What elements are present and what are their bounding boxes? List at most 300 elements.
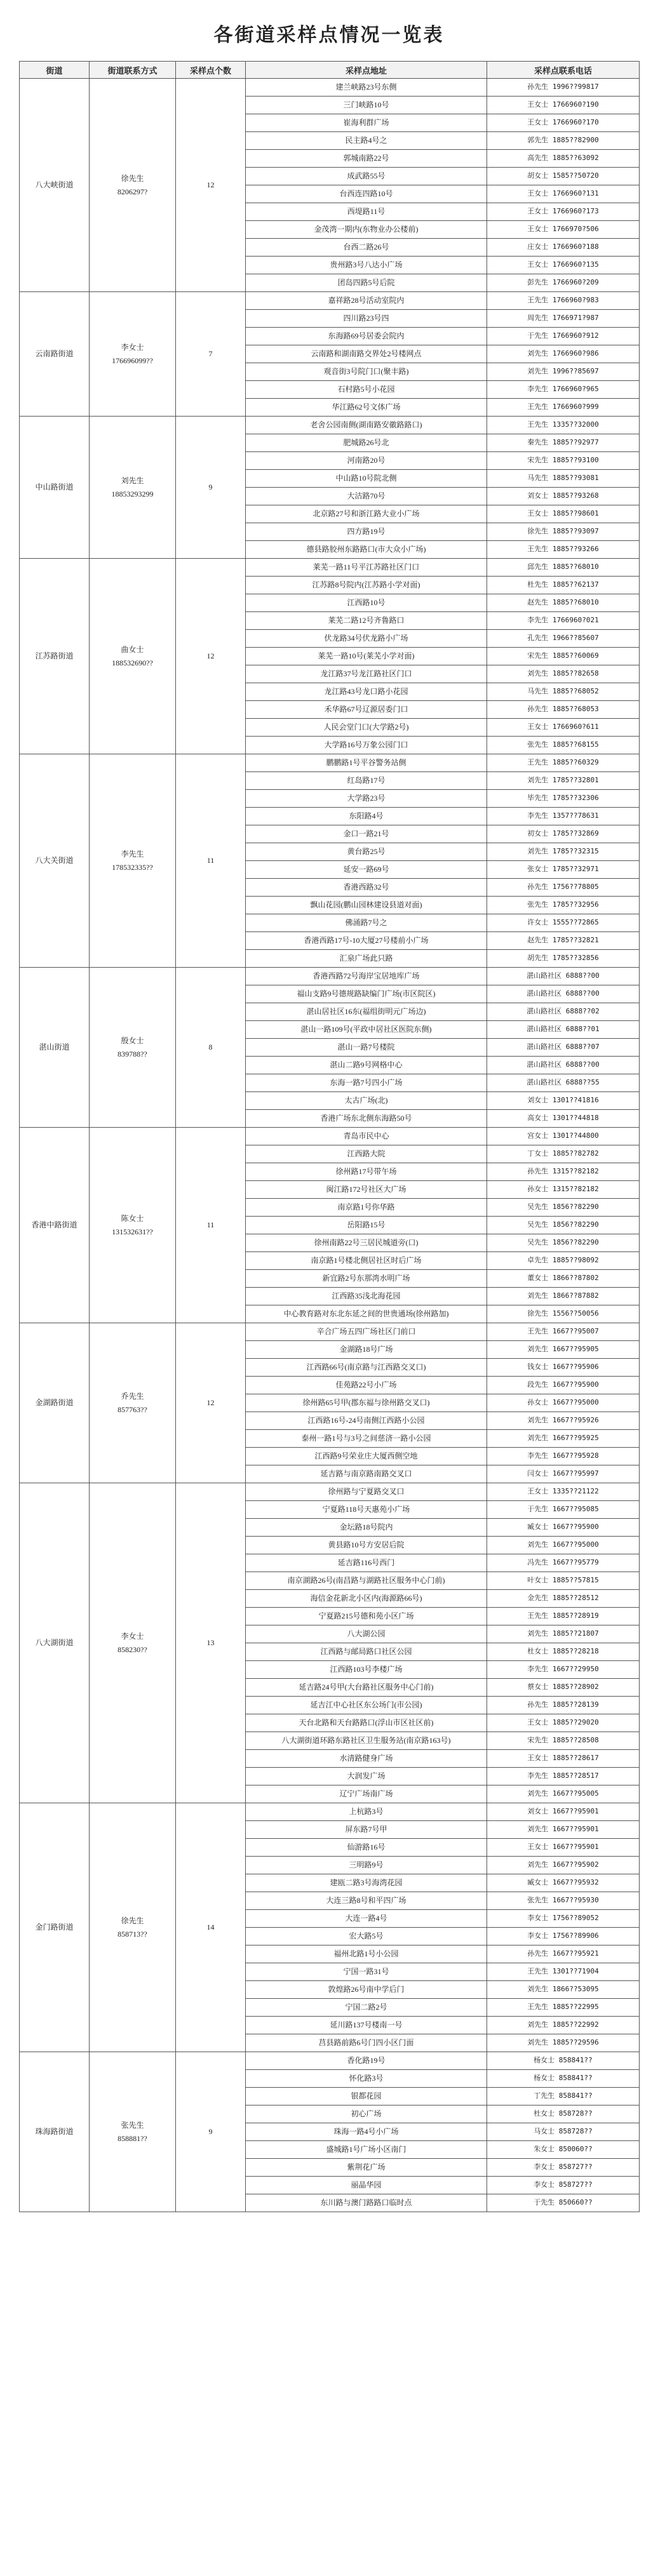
contact-phone: 858230?? (117, 1645, 147, 1654)
sampling-address: 青岛市民中心 (246, 1128, 487, 1145)
sampling-address: 福州北路1号小公园 (246, 1945, 487, 1963)
sampling-contact: 宋先生 1885??28508 (487, 1732, 640, 1750)
sampling-address: 建兰峡路23号东侧 (246, 79, 487, 97)
sampling-address: 水清路健身广场 (246, 1750, 487, 1768)
sample-count: 8 (176, 968, 246, 1128)
sampling-contact: 孙先生 1315??82182 (487, 1163, 640, 1181)
sampling-contact: 王先生 1335??32000 (487, 417, 640, 434)
street-contact (90, 754, 176, 968)
sampling-contact: 马先生 1885??68052 (487, 683, 640, 701)
contact-name: 乔先生 (121, 1392, 144, 1401)
sampling-address: 徐州南路22号三居民城道旁(口) (246, 1234, 487, 1252)
sampling-address: 观音街3号院门口(聚丰路) (246, 363, 487, 381)
sampling-address: 大沽路70号 (246, 488, 487, 505)
table-row (20, 2052, 640, 2070)
sampling-contact: 徐先生 1556??50056 (487, 1305, 640, 1323)
sampling-contact: 胡先生 1785??32856 (487, 950, 640, 968)
sampling-contact: 孙先生 1885??68053 (487, 701, 640, 719)
sampling-contact: 刘先生 1785??32801 (487, 772, 640, 790)
sampling-contact: 刘先生 1667??95905 (487, 1341, 640, 1359)
sampling-address: 闽江路172号社区大广场 (246, 1181, 487, 1199)
sampling-contact: 宋先生 1885??93100 (487, 452, 640, 470)
sampling-address: 金茂湾一期内(东物业办公楼前) (246, 221, 487, 239)
sample-count: 12 (176, 559, 246, 754)
sample-count: 7 (176, 292, 246, 417)
sampling-contact: 杜女士 858728?? (487, 2106, 640, 2123)
sampling-contact: 湛山路社区 6888??07 (487, 1039, 640, 1057)
street-name: 云南路街道 (20, 292, 90, 417)
sampling-address: 江苏路8号院内(江苏路小学对面) (246, 577, 487, 594)
street-contact (90, 292, 176, 417)
contact-name: 李女士 (121, 343, 144, 352)
sampling-contact: 刘先生 1667??95925 (487, 1430, 640, 1448)
contact-name: 徐先生 (121, 174, 144, 184)
street-name: 中山路街道 (20, 417, 90, 559)
sampling-address: 大润发广场 (246, 1768, 487, 1785)
table-row (20, 1483, 640, 1501)
sampling-address: 飘山花园(鹏山园林建设县道对面) (246, 897, 487, 914)
sampling-contact: 钱女士 1667??95906 (487, 1359, 640, 1377)
sampling-address: 延吉江中心社区东公场门(市公园) (246, 1697, 487, 1714)
sample-count: 11 (176, 754, 246, 968)
sampling-address: 红岛路17号 (246, 772, 487, 790)
sampling-address: 莱芜二路12号齐鲁路口 (246, 612, 487, 630)
sampling-contact: 许女士 1555??72865 (487, 914, 640, 932)
header-street: 街道 (20, 62, 90, 79)
sampling-address: 海信金花新北小区内(海源路66号) (246, 1590, 487, 1608)
sampling-address: 怀化路3号 (246, 2070, 487, 2088)
sampling-address: 宏大路5号 (246, 1928, 487, 1945)
sampling-address: 香港西路32号 (246, 879, 487, 897)
sampling-contact: 宫女士 1301??44800 (487, 1128, 640, 1145)
sampling-contact: 刘先生 1667??95000 (487, 1537, 640, 1554)
sampling-contact: 王先生 1766960?983 (487, 292, 640, 310)
sampling-contact: 高先生 1885??63092 (487, 150, 640, 168)
sampling-address: 嘉祥路28号活动室院内 (246, 292, 487, 310)
sampling-contact: 李女士 858727?? (487, 2177, 640, 2194)
sampling-contact: 李女士 1756??89052 (487, 1910, 640, 1928)
table-row (20, 1128, 640, 1145)
sampling-contact: 于先生 1766960?912 (487, 328, 640, 345)
sampling-address: 黄台路25号 (246, 843, 487, 861)
sampling-contact: 彭先生 1766960?209 (487, 274, 640, 292)
sampling-address: 屏东路7号甲 (246, 1821, 487, 1839)
sampling-address: 东海一路7号四小广场 (246, 1074, 487, 1092)
sampling-address: 云南路和湖南路交界处2号楼网点 (246, 345, 487, 363)
sampling-address: 崔海利群广场 (246, 114, 487, 132)
sampling-table (19, 61, 640, 2212)
sampling-contact: 于先生 1667??95085 (487, 1501, 640, 1519)
street-name: 八大湖街道 (20, 1483, 90, 1803)
sampling-contact: 孙先生 1756??78805 (487, 879, 640, 897)
sampling-contact: 王先生 1301??71904 (487, 1963, 640, 1981)
sampling-contact: 于先生 850660?? (487, 2194, 640, 2212)
sampling-contact: 卓先生 1885??98092 (487, 1252, 640, 1270)
contact-phone: 857763?? (117, 1405, 147, 1414)
sampling-contact: 王女士 1885??28617 (487, 1750, 640, 1768)
sampling-address: 丽晶华园 (246, 2177, 487, 2194)
sampling-address: 延吉路与南京路南路交叉口 (246, 1465, 487, 1483)
contact-name: 刘先生 (121, 476, 144, 486)
sampling-address: 湛山一路7号楼院 (246, 1039, 487, 1057)
sampling-contact: 徐先生 1885??93097 (487, 523, 640, 541)
sampling-address: 银都花园 (246, 2088, 487, 2106)
sampling-contact: 马女士 858728?? (487, 2123, 640, 2141)
contact-phone: 8206297? (117, 187, 148, 196)
sampling-contact: 初女士 1785??32869 (487, 825, 640, 843)
sampling-address: 肥城路26号北 (246, 434, 487, 452)
sampling-contact: 蔡女士 1885??28902 (487, 1679, 640, 1697)
sampling-contact: 王女士 1766960?190 (487, 97, 640, 114)
sampling-address: 宁夏路118号天惠苑小广场 (246, 1501, 487, 1519)
contact-name: 殷女士 (121, 1036, 144, 1046)
street-contact (90, 1128, 176, 1323)
contact-phone: 18853293299 (111, 489, 154, 498)
sampling-address: 河南路20号 (246, 452, 487, 470)
street-contact (90, 1323, 176, 1483)
sampling-address: 金坛路18号院内 (246, 1519, 487, 1537)
sampling-contact: 李先生 1667??29950 (487, 1661, 640, 1679)
sampling-contact: 孙先生 1667??95921 (487, 1945, 640, 1963)
sampling-contact: 金先生 1885??28512 (487, 1590, 640, 1608)
sampling-contact: 张先生 1667??95930 (487, 1892, 640, 1910)
header-count: 采样点个数 (176, 62, 246, 79)
sampling-contact: 吴先生 1856??82290 (487, 1217, 640, 1234)
sampling-contact: 王女士 1885??98601 (487, 505, 640, 523)
sampling-contact: 宋先生 1885??60069 (487, 648, 640, 665)
sampling-contact: 湛山路社区 6888??01 (487, 1021, 640, 1039)
sampling-contact: 湛山路社区 6888??00 (487, 1057, 640, 1074)
sampling-address: 宁国二路2号 (246, 1999, 487, 2017)
contact-phone: 188532690?? (112, 658, 153, 667)
contact-name: 李女士 (121, 1632, 144, 1641)
sampling-address: 北京路27号和浙江路大业小广场 (246, 505, 487, 523)
contact-name: 李先生 (121, 850, 144, 859)
sampling-address: 民主路4号之 (246, 132, 487, 150)
sampling-contact: 王先生 1885??93266 (487, 541, 640, 559)
table-row (20, 417, 640, 434)
sampling-address: 大连一路4号 (246, 1910, 487, 1928)
sampling-address: 江西路与邮局路口社区公园 (246, 1643, 487, 1661)
street-contact (90, 968, 176, 1128)
sampling-address: 佳苑路22号小广场 (246, 1377, 487, 1394)
sampling-address: 徐州路65号甲(郡东福与徐州路交叉口) (246, 1394, 487, 1412)
sampling-contact: 马先生 1885??93081 (487, 470, 640, 488)
sampling-contact: 胡女士 1585??50720 (487, 168, 640, 185)
sampling-contact: 王女士 1885??29020 (487, 1714, 640, 1732)
sampling-contact: 庄女士 1766960?188 (487, 239, 640, 257)
sampling-address: 大连三路8号和平四广场 (246, 1892, 487, 1910)
sampling-address: 徐州路与宁夏路交叉口 (246, 1483, 487, 1501)
sampling-contact: 刘先生 1996??85697 (487, 363, 640, 381)
street-name: 金门路街道 (20, 1803, 90, 2052)
sampling-address: 三门峡路10号 (246, 97, 487, 114)
sampling-contact: 张女士 1785??32971 (487, 861, 640, 879)
sampling-address: 西堤路11号 (246, 203, 487, 221)
sampling-address: 八大湖公园 (246, 1625, 487, 1643)
sampling-contact: 刘先生 1667??95926 (487, 1412, 640, 1430)
sampling-address: 禾华路67号辽源居委门口 (246, 701, 487, 719)
sampling-contact: 刘先生 1766960?986 (487, 345, 640, 363)
sampling-contact: 朱女士 850060?? (487, 2141, 640, 2159)
sampling-address: 建瓯二路3号海湾花园 (246, 1874, 487, 1892)
contact-phone: 858881?? (117, 2133, 147, 2143)
sampling-address: 江西路9号荣业庄大厦西侧空地 (246, 1448, 487, 1465)
contact-phone: 839788?? (117, 1049, 147, 1058)
sampling-contact: 赵先生 1785??32821 (487, 932, 640, 950)
sampling-contact: 冯先生 1667??95779 (487, 1554, 640, 1572)
sampling-address: 上杭路3号 (246, 1803, 487, 1821)
sampling-contact: 刘先生 1785??32315 (487, 843, 640, 861)
contact-phone: 176696099?? (112, 356, 153, 365)
sampling-address: 莒县路前路6号门四小区门面 (246, 2034, 487, 2052)
sampling-contact: 张先生 1785??32956 (487, 897, 640, 914)
sampling-address: 四方路19号 (246, 523, 487, 541)
sample-count: 12 (176, 1323, 246, 1483)
table-row (20, 754, 640, 772)
sampling-address: 江西路大院 (246, 1145, 487, 1163)
sampling-contact: 王女士 1335??21122 (487, 1483, 640, 1501)
sampling-contact: 叶女士 1885??57815 (487, 1572, 640, 1590)
sampling-contact: 吴先生 1856??82290 (487, 1199, 640, 1217)
sampling-contact: 张先生 1885??68155 (487, 737, 640, 754)
sampling-address: 台西连四路10号 (246, 185, 487, 203)
sampling-address: 香港西路17号-10大厦27号楼前小广场 (246, 932, 487, 950)
sampling-contact: 孙女士 1667??95000 (487, 1394, 640, 1412)
sampling-address: 南京路1号你华路 (246, 1199, 487, 1217)
sampling-contact: 王先生 1667??95007 (487, 1323, 640, 1341)
sampling-contact: 刘先生 1866??87882 (487, 1288, 640, 1305)
sampling-contact: 王女士 1667??95901 (487, 1839, 640, 1857)
sampling-address: 台西二路26号 (246, 239, 487, 257)
sampling-address: 天台北路和天台路路口(浮山市区社区前) (246, 1714, 487, 1732)
sampling-contact: 刘女士 1885??93268 (487, 488, 640, 505)
sampling-address: 莱芜一路10号(莱芜小学对面) (246, 648, 487, 665)
sampling-contact: 刘先生 1667??95901 (487, 1821, 640, 1839)
street-name: 香港中路街道 (20, 1128, 90, 1323)
table-row (20, 968, 640, 985)
sample-count: 11 (176, 1128, 246, 1323)
table-row (20, 79, 640, 97)
sampling-address: 中山路10号院北侧 (246, 470, 487, 488)
street-name: 八大峡街道 (20, 79, 90, 292)
sampling-address: 湛山二路9号网格中心 (246, 1057, 487, 1074)
sampling-address: 南京湖路26号(南昌路与湖路社区服务中心门前) (246, 1572, 487, 1590)
sampling-contact: 秦先生 1885??92977 (487, 434, 640, 452)
sampling-contact: 刘先生 1885??82658 (487, 665, 640, 683)
sampling-contact: 刘先生 1667??95005 (487, 1785, 640, 1803)
sampling-address: 大学路23号 (246, 790, 487, 808)
sampling-contact: 高女士 1301??44818 (487, 1110, 640, 1128)
street-contact (90, 417, 176, 559)
contact-phone: 131532631?? (112, 1227, 153, 1236)
sampling-address: 南京路1号楼北侧居社区时后广场 (246, 1252, 487, 1270)
table-row (20, 1323, 640, 1341)
sampling-address: 珠海一路4号小广场 (246, 2123, 487, 2141)
sampling-contact: 丁女士 1885??82782 (487, 1145, 640, 1163)
sampling-contact: 孔先生 1966??85607 (487, 630, 640, 648)
contact-name: 徐先生 (121, 1916, 144, 1926)
header-row (20, 62, 640, 79)
sampling-contact: 孙先生 1996??99817 (487, 79, 640, 97)
sampling-address: 中心教育路对东北东延之间的世贵通场(徐州路加) (246, 1305, 487, 1323)
street-name: 湛山街道 (20, 968, 90, 1128)
sampling-address: 紫荆花广场 (246, 2159, 487, 2177)
sampling-contact: 郭先生 1885??82900 (487, 132, 640, 150)
sampling-address: 汇泉广场此只路 (246, 950, 487, 968)
sampling-address: 延安一路69号 (246, 861, 487, 879)
sampling-contact: 湛山路社区 6888??55 (487, 1074, 640, 1092)
sampling-contact: 李先生 1766960?965 (487, 381, 640, 399)
sampling-address: 敦煌路26号南中学后门 (246, 1981, 487, 1999)
sampling-address: 老舍公园南侧(湖南路安徽路路口) (246, 417, 487, 434)
sampling-address: 宁夏路215号德和苑小区广场 (246, 1608, 487, 1625)
sampling-contact: 王先生 1766960?999 (487, 399, 640, 417)
sampling-address: 香化路19号 (246, 2052, 487, 2070)
contact-name: 曲女士 (121, 645, 144, 655)
sampling-contact: 李先生 1766960?021 (487, 612, 640, 630)
sampling-address: 江西路35浅北海花园 (246, 1288, 487, 1305)
sampling-contact: 王女士 1766960?170 (487, 114, 640, 132)
sampling-address: 鹏鹏路1号平谷警务站侧 (246, 754, 487, 772)
sampling-address: 东海路69号居委会院内 (246, 328, 487, 345)
sampling-address: 团岛四路5号后院 (246, 274, 487, 292)
sampling-contact: 王先生 1885??60329 (487, 754, 640, 772)
sampling-address: 徐州路17号带午场 (246, 1163, 487, 1181)
street-contact (90, 2052, 176, 2212)
sampling-address: 东川路与澳门路路口临时点 (246, 2194, 487, 2212)
sampling-address: 延川路137号楼南一号 (246, 2017, 487, 2034)
contact-phone: 858713?? (117, 1929, 147, 1939)
sampling-address: 八大湖街道环路东路社区卫生服务站(南京路163号) (246, 1732, 487, 1750)
sampling-address: 江西路103号李楼广场 (246, 1661, 487, 1679)
sampling-contact: 刘先生 1885??29596 (487, 2034, 640, 2052)
sample-count: 13 (176, 1483, 246, 1803)
sampling-address: 仙游路16号 (246, 1839, 487, 1857)
sampling-contact: 王女士 1766970?506 (487, 221, 640, 239)
sampling-address: 龙江路43号龙口路小花园 (246, 683, 487, 701)
sampling-contact: 王女士 1766960?131 (487, 185, 640, 203)
sampling-address: 新宜路2号东那湾水明广场 (246, 1270, 487, 1288)
street-name: 珠海路街道 (20, 2052, 90, 2212)
sampling-contact: 孙女士 1315??82182 (487, 1181, 640, 1199)
sampling-address: 贵州路3号八达小广场 (246, 257, 487, 274)
sampling-contact: 周先生 1766971?987 (487, 310, 640, 328)
street-contact (90, 559, 176, 754)
sampling-contact: 刘先生 1885??22992 (487, 2017, 640, 2034)
sampling-contact: 刘女士 1301??41816 (487, 1092, 640, 1110)
sample-count: 12 (176, 79, 246, 292)
sampling-contact: 杜先生 1885??62137 (487, 577, 640, 594)
sampling-address: 大学路16号万象公园门口 (246, 737, 487, 754)
sampling-address: 泰州一路1号与3号之间慈济一路小公园 (246, 1430, 487, 1448)
header-address: 采样点地址 (246, 62, 487, 79)
sampling-address: 伏龙路34号伏龙路小广场 (246, 630, 487, 648)
sampling-contact: 闫女士 1667??95997 (487, 1465, 640, 1483)
sampling-address: 延吉路24号甲(大台路社区服务中心门前) (246, 1679, 487, 1697)
sampling-contact: 刘先生 1667??95902 (487, 1857, 640, 1874)
sampling-address: 初心广场 (246, 2106, 487, 2123)
sampling-address: 盛城路1号广场小区南门 (246, 2141, 487, 2159)
sampling-contact: 李先生 1885??28517 (487, 1768, 640, 1785)
table-row (20, 1803, 640, 1821)
sampling-address: 辽宁广场南广场 (246, 1785, 487, 1803)
street-contact (90, 1803, 176, 2052)
sampling-contact: 刘先生 1885??21807 (487, 1625, 640, 1643)
sampling-contact: 臧女士 1667??95932 (487, 1874, 640, 1892)
sampling-address: 金湖路18号广场 (246, 1341, 487, 1359)
sampling-contact: 杜女士 1885??28218 (487, 1643, 640, 1661)
table-body (20, 79, 640, 2212)
sampling-contact: 湛山路社区 6888??00 (487, 968, 640, 985)
sampling-address: 德县路胶州东路路口(市大众小广场) (246, 541, 487, 559)
sampling-address: 太古广场(北) (246, 1092, 487, 1110)
sampling-contact: 王先生 1885??28919 (487, 1608, 640, 1625)
sample-count: 9 (176, 417, 246, 559)
sampling-contact: 赵先生 1885??68010 (487, 594, 640, 612)
sampling-contact: 李女士 858727?? (487, 2159, 640, 2177)
contact-name: 陈女士 (121, 1214, 144, 1224)
contact-name: 张先生 (121, 2121, 144, 2130)
sampling-address: 延吉路116号西门 (246, 1554, 487, 1572)
sampling-contact: 李女士 1756??89906 (487, 1928, 640, 1945)
street-name: 江苏路街道 (20, 559, 90, 754)
street-name: 金湖路街道 (20, 1323, 90, 1483)
sampling-contact: 刘女士 1667??95901 (487, 1803, 640, 1821)
page-title: 各街道采样点情况一览表 (213, 24, 445, 46)
sampling-address: 龙江路37号龙江路社区门口 (246, 665, 487, 683)
sampling-contact: 湛山路社区 6888??00 (487, 985, 640, 1003)
header-contact: 街道联系方式 (90, 62, 176, 79)
sampling-address: 四川路23号四 (246, 310, 487, 328)
sampling-contact: 王女士 1766960?173 (487, 203, 640, 221)
sampling-address: 郭城南路22号 (246, 150, 487, 168)
sampling-address: 香港广场东北侧东海路50号 (246, 1110, 487, 1128)
sample-count: 9 (176, 2052, 246, 2212)
sampling-contact: 董女士 1866??87802 (487, 1270, 640, 1288)
sampling-address: 莱芜一路11号平江苏路社区门口 (246, 559, 487, 577)
sampling-address: 江西路10号 (246, 594, 487, 612)
sampling-address: 成武路55号 (246, 168, 487, 185)
sampling-contact: 吴先生 1856??82290 (487, 1234, 640, 1252)
sampling-address: 岳阳路15号 (246, 1217, 487, 1234)
sampling-address: 湛山一路109号(平政中居社区医院东侧) (246, 1021, 487, 1039)
sampling-contact: 段先生 1667??95900 (487, 1377, 640, 1394)
sampling-address: 金口一路21号 (246, 825, 487, 843)
sampling-contact: 湛山路社区 6888??02 (487, 1003, 640, 1021)
sampling-address: 福山支路9号德规路缺编门广场(市区院区) (246, 985, 487, 1003)
sampling-contact: 杨女士 858841?? (487, 2070, 640, 2088)
sampling-contact: 李先生 1667??95928 (487, 1448, 640, 1465)
sampling-contact: 孙先生 1885??28139 (487, 1697, 640, 1714)
sampling-contact: 臧女士 1667??95900 (487, 1519, 640, 1537)
table-row (20, 559, 640, 577)
street-contact (90, 79, 176, 292)
sampling-address: 人民会堂门口(大学路2号) (246, 719, 487, 737)
sampling-address: 黄县路10号方安居后院 (246, 1537, 487, 1554)
sampling-contact: 王女士 1766960?135 (487, 257, 640, 274)
sampling-address: 江西路16号-24号南侧江西路小公园 (246, 1412, 487, 1430)
sampling-contact: 杨女士 858841?? (487, 2052, 640, 2070)
sample-count: 14 (176, 1803, 246, 2052)
sampling-address: 石村路5号小花园 (246, 381, 487, 399)
sampling-contact: 王女士 1766960?611 (487, 719, 640, 737)
table-row (20, 292, 640, 310)
sampling-address: 辛合广场五四广场社区门前口 (246, 1323, 487, 1341)
sampling-address: 湛山居社区16东(福组街明元广场边) (246, 1003, 487, 1021)
sampling-address: 香港西路72号海岸宝居地库广场 (246, 968, 487, 985)
sampling-address: 江西路66号(南京路与江西路交叉口) (246, 1359, 487, 1377)
